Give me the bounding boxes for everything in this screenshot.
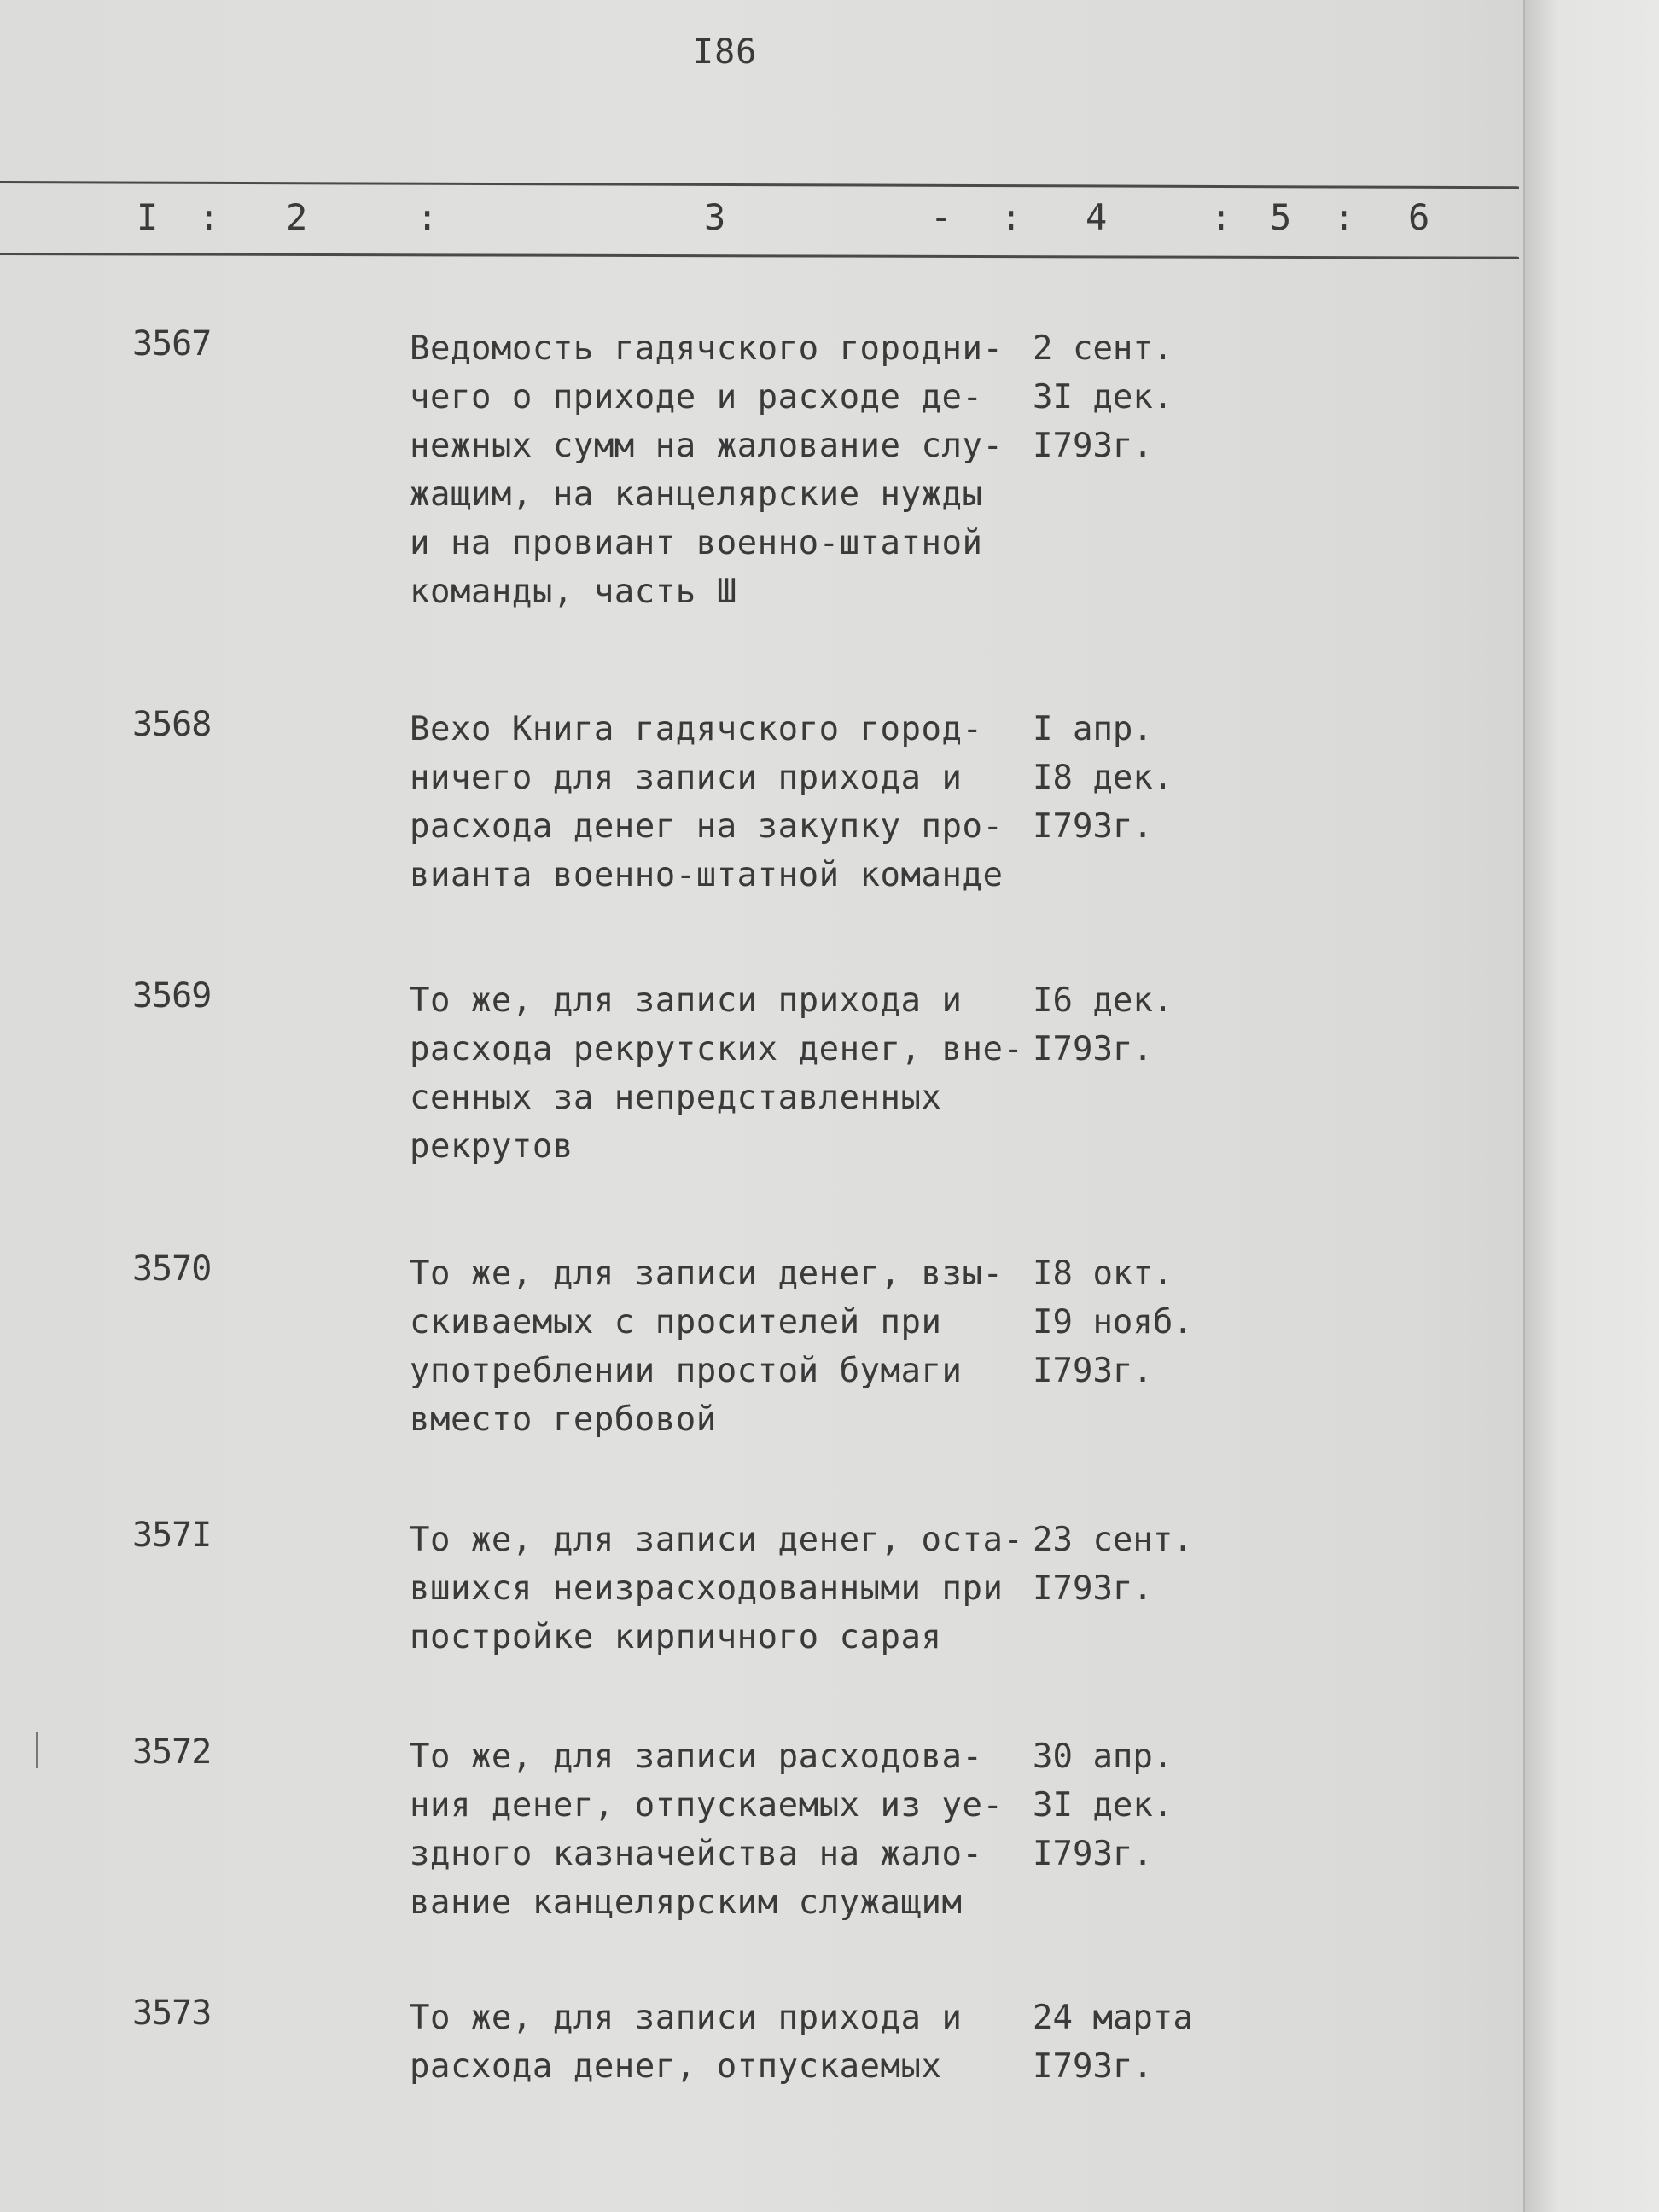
entry-dates [1033,324,1237,470]
date-line: 30 апр. [1033,1738,1173,1776]
description-line: ния денег, отпускаемых из уе- [410,1786,1004,1825]
entry-dates [1033,1249,1237,1395]
date-line: I8 дек. [1033,759,1173,797]
column-separator: : [1000,196,1022,238]
date-line: I6 дек. [1033,981,1173,1020]
date-line: I793г. [1033,1569,1153,1608]
column-header-3: 3 [704,196,726,238]
description-line: вместо гербовой [410,1400,717,1439]
date-line: 3I дек. [1033,378,1173,416]
entry-description [410,1516,1041,1662]
entry-number: 3572 [132,1732,212,1772]
description-line: нежных сумм на жалование слу- [410,427,1004,465]
entry-description [410,1994,1041,2091]
date-line: I793г. [1033,2047,1153,2086]
date-line: I апр. [1033,710,1153,748]
description-line: То же, для записи денег, оста- [410,1521,1024,1559]
description-line: То же, для записи прихода и [410,1999,963,2037]
header-stray-dash: - [930,196,952,238]
description-line: и на провиант военно-штатной [410,524,983,562]
description-line: Вехо Книга гадячского город- [410,710,983,748]
column-header-1: I [137,196,159,238]
description-line: употреблении простой бумаги [410,1352,963,1390]
description-line: скиваемых с просителей при [410,1303,942,1342]
description-line: расхода рекрутских денег, вне- [410,1030,1024,1068]
column-header-6: 6 [1408,196,1430,238]
entry-number: 3569 [132,976,212,1016]
description-line: команды, часть Ш [410,573,737,611]
description-line: Ведомость гадячского городни- [410,329,1004,368]
description-line: вшихся неизрасходованными при [410,1569,1004,1608]
description-line: ничего для записи прихода и [410,759,963,797]
entry-description [410,1249,1041,1444]
date-line: 3I дек. [1033,1786,1173,1825]
entry-dates [1033,1994,1237,2091]
column-separator: : [1210,196,1232,238]
column-separator: : [1333,196,1355,238]
entry-dates [1033,705,1237,851]
date-line: I8 окт. [1033,1254,1173,1293]
entry-dates [1033,976,1237,1074]
description-line: вание канцелярским служащим [410,1883,963,1922]
description-line: То же, для записи расходова- [410,1738,983,1776]
column-separator: : [198,196,220,238]
entry-dates [1033,1732,1237,1878]
date-line: I793г. [1033,1835,1153,1873]
entry-number: 3568 [132,705,212,744]
date-line: I793г. [1033,427,1153,465]
date-line: I793г. [1033,1352,1153,1390]
description-line: постройке кирпичного сарая [410,1618,942,1656]
entry-description [410,1732,1041,1927]
date-line: 23 сент. [1033,1521,1193,1559]
entry-number: 357I [132,1516,212,1555]
description-line: жащим, на канцелярские нужды [410,475,983,514]
description-line: сенных за непредставленных [410,1079,942,1117]
column-header-5: 5 [1270,196,1292,238]
entry-description [410,705,1041,899]
date-line: I793г. [1033,1030,1153,1068]
column-header-4: 4 [1086,196,1108,238]
date-line: 24 марта [1033,1999,1193,2037]
description-line: То же, для записи денег, взы- [410,1254,1004,1293]
date-line: I9 нояб. [1033,1303,1193,1342]
margin-pencil-mark [36,1732,38,1768]
description-line: чего о приходе и расходе де- [410,378,983,416]
entry-description [410,324,1041,616]
column-separator: : [416,196,439,238]
column-header-row [0,196,1519,244]
date-line: 2 сент. [1033,329,1173,368]
description-line: рекрутов [410,1127,573,1166]
entry-dates [1033,1516,1237,1613]
description-line: здного казначейства на жало- [410,1835,983,1873]
description-line: вианта военно-штатной команде [410,856,1004,894]
entry-number: 3570 [132,1249,212,1289]
entry-number: 3567 [132,324,212,364]
date-line: I793г. [1033,807,1153,846]
description-line: То же, для записи прихода и [410,981,963,1020]
description-line: расхода денег на закупку про- [410,807,1004,846]
column-header-2: 2 [286,196,308,238]
description-line: расхода денег, отпускаемых [410,2047,942,2086]
entry-description [410,976,1041,1171]
page-number: I86 [693,32,758,72]
adjacent-sheet-edge [1523,0,1659,2212]
entry-number: 3573 [132,1994,212,2033]
